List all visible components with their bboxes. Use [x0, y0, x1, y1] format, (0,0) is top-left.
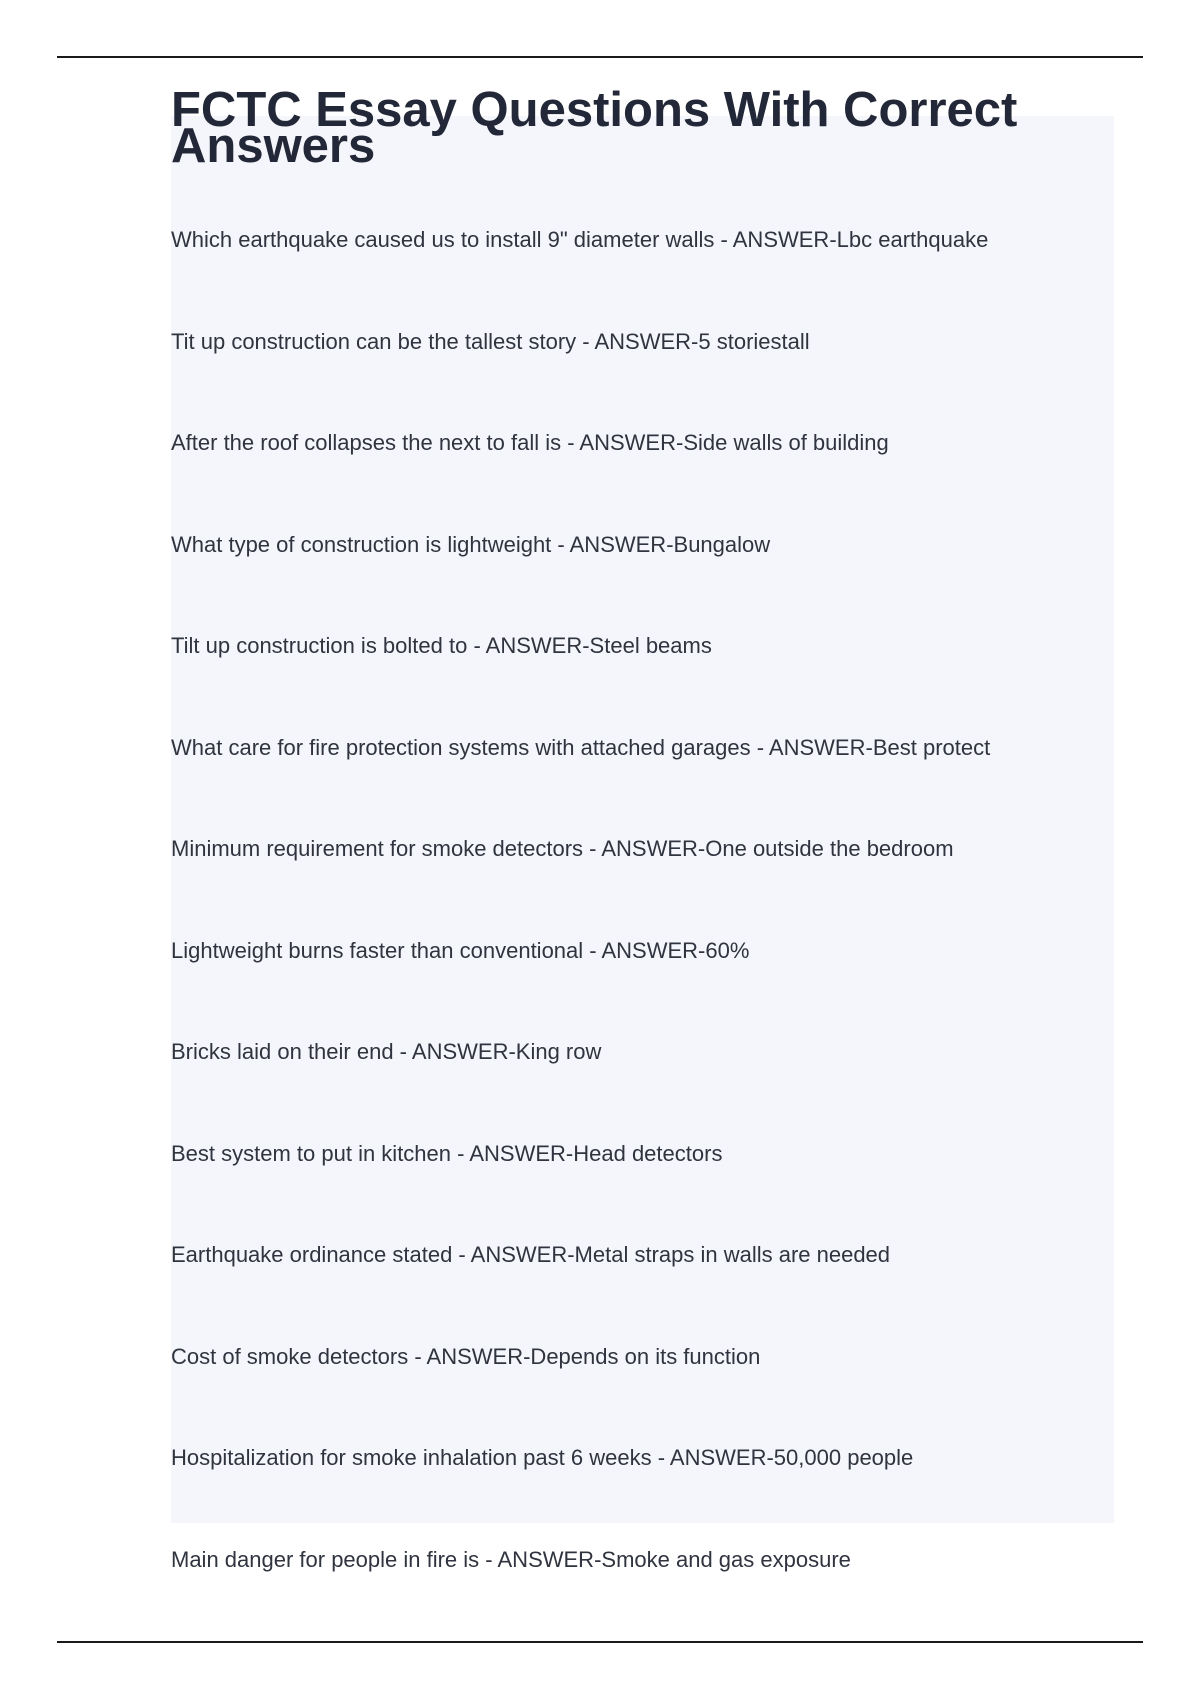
bottom-divider — [57, 1641, 1143, 1643]
list-item: Tit up construction can be the tallest story - ANSWER-5 storiestall — [171, 328, 810, 354]
list-item: Best system to put in kitchen - ANSWER-Head detectors — [171, 1140, 723, 1166]
list-item: Main danger for people in fire is - ANSWER-Smoke and gas exposure — [171, 1546, 851, 1572]
list-item: Cost of smoke detectors - ANSWER-Depends on its function — [171, 1343, 761, 1369]
list-item: What care for fire protection systems with attached garages - ANSWER-Best protect — [171, 734, 991, 760]
page-title: FCTC Essay Questions With Correct Answers — [171, 83, 1018, 173]
list-item: Minimum requirement for smoke detectors - ANSWER-One outside the bedroom — [171, 836, 954, 861]
list-item: Tilt up construction is bolted to - ANSWER-Steel beams — [171, 633, 712, 658]
list-item: Hospitalization for smoke inhalation past 6 weeks - ANSWER-50,000 people — [171, 1445, 914, 1470]
list-item: Bricks laid on their end - ANSWER-King row — [171, 1039, 602, 1064]
question-answer-list — [171, 226, 1121, 1647]
list-item: Which earthquake caused us to install 9" diameter walls - ANSWER-Lbc earthquake — [171, 227, 989, 252]
list-item: Earthquake ordinance stated - ANSWER-Metal straps in walls are needed — [171, 1242, 891, 1267]
list-item: Lightweight burns faster than conventional - ANSWER-60% — [171, 937, 750, 963]
list-item: After the roof collapses the next to fall is - ANSWER-Side walls of building — [171, 430, 889, 455]
top-divider — [57, 56, 1143, 58]
list-item: What type of construction is lightweight - ANSWER-Bungalow — [171, 531, 771, 557]
